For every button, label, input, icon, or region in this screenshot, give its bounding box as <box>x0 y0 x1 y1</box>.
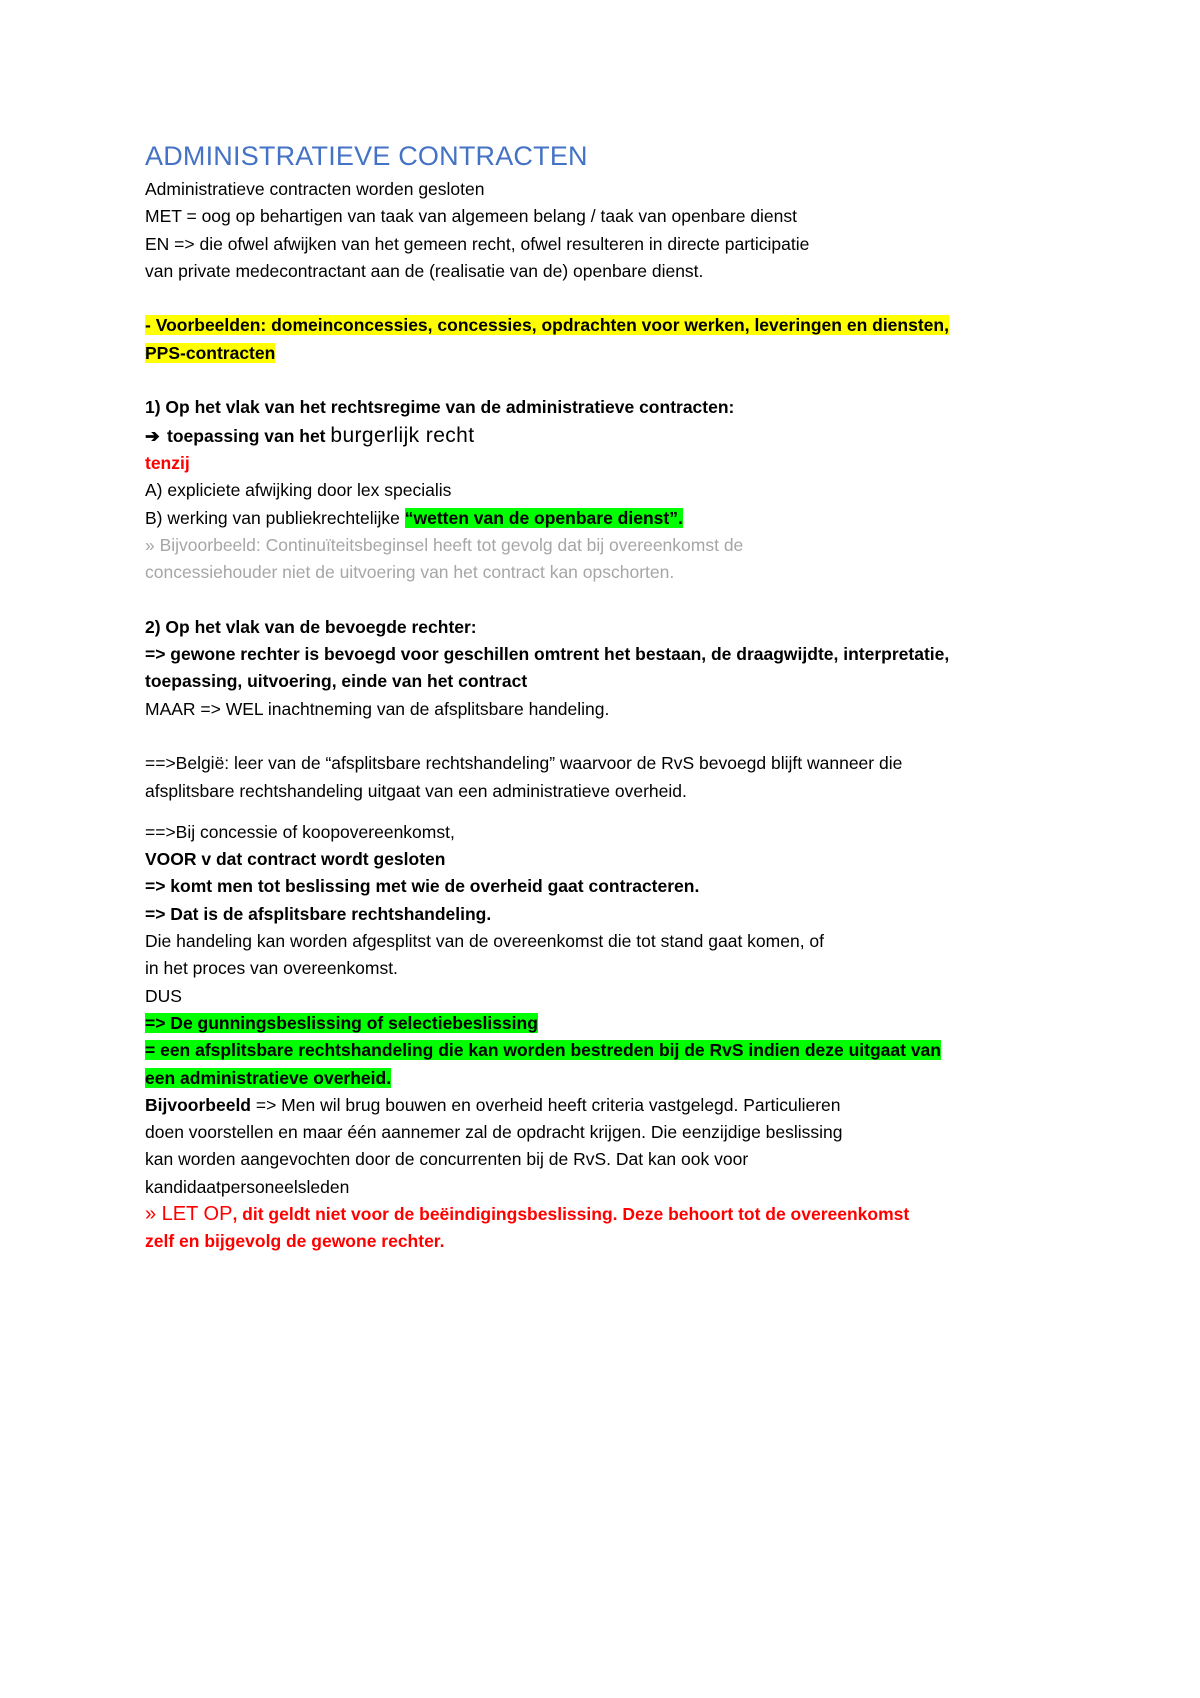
section-1-heading: 1) Op het vlak van het rechtsregime van de administratieve contracten: <box>145 397 735 418</box>
applies-prefix: toepassing van het <box>167 425 331 446</box>
intro-line-4: van private medecontractant aan de (realisatie van de) openbare dienst. <box>145 260 704 281</box>
warning-label: » LET OP <box>145 1202 233 1225</box>
exception-b <box>145 505 1075 532</box>
exception-a: A) expliciete afwijking door lex specialis <box>145 480 452 501</box>
bridge-example-line-4: kandidaatpersoneelsleden <box>145 1176 350 1197</box>
separable-act-line: => Dat is de afsplitsbare rechtshandeling. <box>145 903 492 924</box>
award-line-1 <box>145 1010 1075 1037</box>
award-highlight-2: = een afsplitsbare rechtshandeling die kan worden bestreden bij de RvS indien deze uitgaat van <box>145 1040 941 1061</box>
applies-line <box>145 422 1075 450</box>
exception-b-prefix: B) werking van publiekrechtelijke <box>145 507 405 528</box>
examples-highlight-2: PPS-contracten <box>145 342 276 363</box>
separable-line-2: in het proces van overeenkomst. <box>145 958 398 979</box>
separable-line-1: Die handeling kan worden afgesplitst van de overeenkomst die tot stand gaat komen, of <box>145 931 825 952</box>
warning-line-2: zelf en bijgevolg de gewone rechter. <box>145 1231 445 1252</box>
page-title: ADMINISTRATIEVE CONTRACTEN <box>145 141 588 171</box>
exception-b-highlight: “wetten van de openbare dienst”. <box>404 507 683 528</box>
warning-text: , dit geldt niet voor de beëindigingsbeslissing. Deze behoort tot de overeenkomst <box>232 1203 910 1224</box>
concession-line: ==>Bij concessie of koopovereenkomst, <box>145 821 455 842</box>
civil-law-label: burgerlijk recht <box>330 423 475 447</box>
spacer <box>145 586 1075 613</box>
award-highlight-1: => De gunningsbeslissing of selectiebeslissing <box>145 1012 538 1033</box>
intro-line-3: EN => die ofwel afwijken van het gemeen recht, ofwel resulteren in directe participatie <box>145 233 810 254</box>
continuity-example-2: concessiehouder niet de uitvoering van het contract kan opschorten. <box>145 562 675 583</box>
examples-highlight-1: - Voorbeelden: domeinconcessies, concessies, opdrachten voor werken, leveringen en diensten, <box>145 315 949 336</box>
arrow-right-icon: ➔ <box>145 425 160 446</box>
bridge-example-line-3: kan worden aangevochten door de concurrenten bij de RvS. Dat kan ook voor <box>145 1149 749 1170</box>
award-highlight-3: een administratieve overheid. <box>145 1067 392 1088</box>
spacer <box>145 367 1075 394</box>
continuity-example-1: » Bijvoorbeeld: Continuïteitsbeginsel heeft tot gevolg dat bij overeenkomst de <box>145 534 744 555</box>
but-line: MAAR => WEL inachtneming van de afsplitsbare handeling. <box>145 698 610 719</box>
competent-judge-line-1: => gewone rechter is bevoegd voor geschillen omtrent het bestaan, de draagwijdte, interpretatie, <box>145 644 950 665</box>
belgium-line-1: ==>België: leer van de “afsplitsbare rechtshandeling” waarvoor de RvS bevoegd blijft wanneer die <box>145 753 903 774</box>
spacer <box>145 723 1075 750</box>
example-text: => Men wil brug bouwen en overheid heeft criteria vastgelegd. Particulieren <box>251 1094 841 1115</box>
decision-line: => komt men tot beslissing met wie de overheid gaat contracteren. <box>145 876 700 897</box>
bridge-example-line-2: doen voorstellen en maar één aannemer zal de opdracht krijgen. Die eenzijdige beslissing <box>145 1122 843 1143</box>
before-line: VOOR v dat contract wordt gesloten <box>145 849 446 870</box>
spacer <box>145 285 1075 312</box>
competent-judge-line-2: toepassing, uitvoering, einde van het contract <box>145 671 528 692</box>
so-label: DUS <box>145 985 182 1006</box>
example-label: Bijvoorbeeld <box>145 1094 251 1115</box>
unless-label: tenzij <box>145 452 190 473</box>
award-line-3 <box>145 1065 1075 1092</box>
section-2-heading: 2) Op het vlak van de bevoegde rechter: <box>145 616 477 637</box>
intro-line-2: MET = oog op behartigen van taak van algemeen belang / taak van openbare dienst <box>145 206 798 227</box>
belgium-line-2: afsplitsbare rechtshandeling uitgaat van een administratieve overheid. <box>145 780 687 801</box>
bridge-example-line-1 <box>145 1092 1075 1119</box>
spacer <box>145 805 1075 819</box>
examples-line-1 <box>145 312 1075 339</box>
intro-line-1: Administratieve contracten worden gesloten <box>145 179 485 199</box>
document-page <box>145 138 1075 1256</box>
warning-line-1 <box>145 1201 1075 1228</box>
examples-line-2 <box>145 340 1075 367</box>
award-line-2 <box>145 1037 1075 1064</box>
